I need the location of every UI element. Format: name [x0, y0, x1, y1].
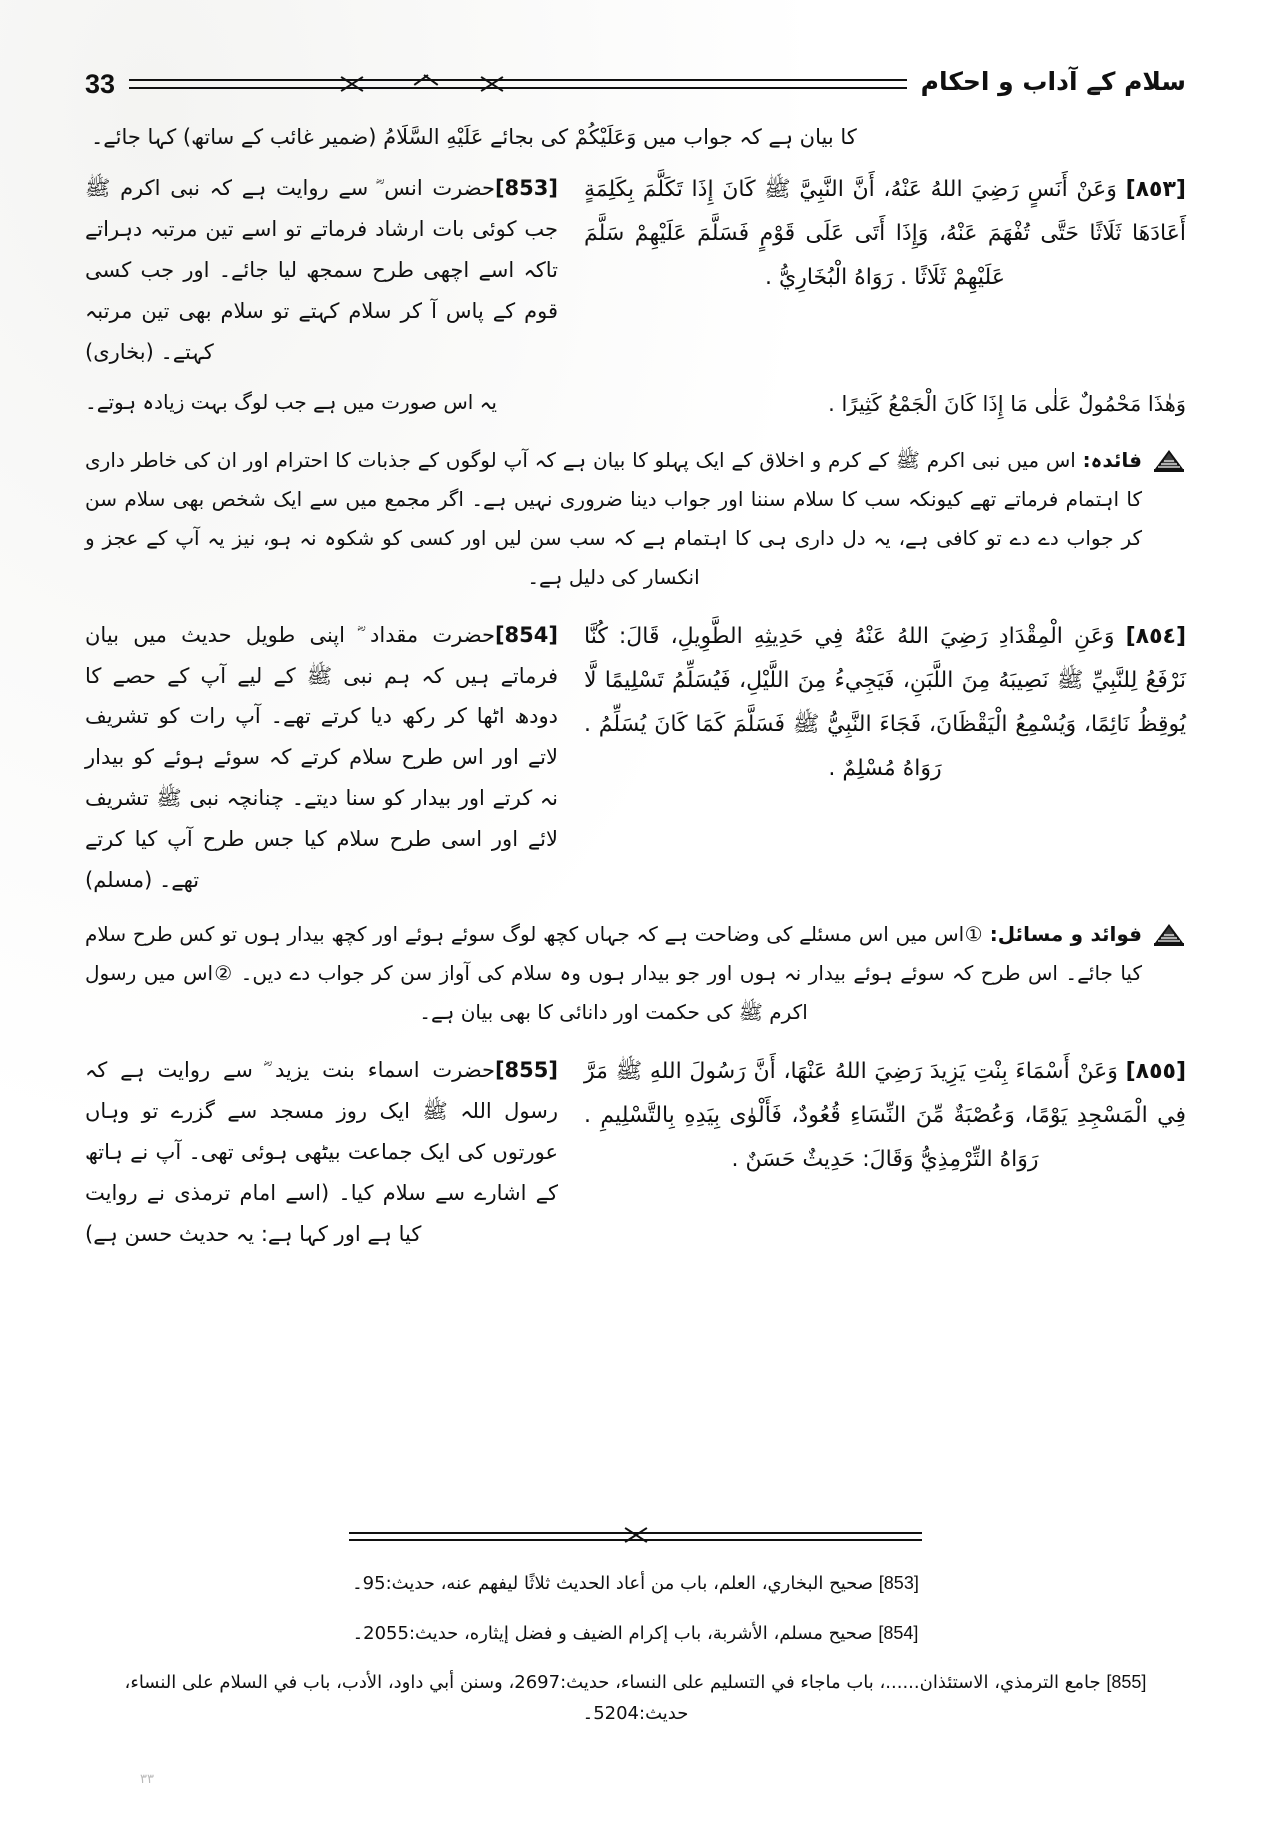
corner-watermark: ٣٣ [140, 1772, 154, 1787]
hadith-arabic-column [584, 168, 1186, 300]
chevron-up-icon [413, 70, 439, 82]
benefit-note-label: فوائد و مسائل: [989, 922, 1142, 947]
page-number: 33 [85, 68, 116, 99]
hadith-urdu-column [85, 615, 558, 902]
hadith-number-arabic: [٨٥٤] [1125, 623, 1186, 649]
commentary-arabic: وَهٰذَا مَحْمُولٌ عَلٰى مَا إِذَا كَانَ الْجَمْعُ كَثِيرًا . [828, 391, 1186, 416]
footnote-separator-rule [349, 1528, 922, 1546]
footnote-number: [855] [1106, 1672, 1147, 1693]
hadith-arabic-column [584, 615, 1186, 791]
benefit-note-label: فائدہ: [1082, 447, 1143, 472]
hadith-number-arabic: [٨٥٥] [1125, 1059, 1186, 1085]
hadith-number-arabic: [٨٥٣] [1125, 176, 1186, 202]
sunrise-book-icon [1152, 447, 1186, 473]
hadith-entry [85, 168, 1186, 373]
sunrise-book-icon [1152, 921, 1186, 947]
hadith-arabic-text: وَعَنْ أَنَسٍ رَضِيَ اللهُ عَنْهُ، أَنَّ النَّبِيَّ ﷺ كَانَ إِذَا تَكَلَّمَ بِكَلِمَةٍ أَعَادَهَا ثَلَاثًا حَتَّى تُفْهَمَ عَنْهُ، وَإِذَا أَتَى عَلَى قَوْمٍ فَسَلَّمَ عَلَيْهِمْ سَلَّمَ عَلَيْهِمْ ثَلَاثًا . رَوَاهُ الْبُخَارِيُّ . [584, 176, 1186, 290]
hadith-arabic-text: وَعَنِ الْمِقْدَادِ رَضِيَ اللهُ عَنْهُ فِي حَدِيثِهِ الطَّوِيلِ، قَالَ: كُنَّا نَرْفَعُ لِلنَّبِيِّ ﷺ نَصِيبَهُ مِنَ اللَّبَنِ، فَيَجِيءُ مِنَ اللَّيْلِ، فَيُسَلِّمُ تَسْلِيمًا لَّا يُوقِظُ نَائِمًا، وَيُسْمِعُ الْيَقْظَانَ، فَجَاءَ النَّبِيُّ ﷺ فَسَلَّمَ كَمَا كَانَ يُسَلِّمُ . رَوَاهُ مُسْلِمٌ . [584, 623, 1186, 781]
hadith-urdu-text: حضرت انس ؓ سے روایت ہے کہ نبی اکرم ﷺ جب کوئی بات ارشاد فرماتے تو اسے تین مرتبہ دہراتے تاکہ اسے اچھی طرح سمجھ لیا جائے۔ اور جب کسی قوم کے پاس آ کر سلام کہتے تو سلام بھی تین مرتبہ کہتے۔ (بخاری) [85, 175, 558, 364]
footnote-text: صحیح مسلم، الأشربة، باب إکرام الضیف و فضل إیثاره، حدیث:2055۔ [352, 1622, 873, 1644]
hadith-arabic-text: وَعَنْ أَسْمَاءَ بِنْتِ يَزِيدَ رَضِيَ اللهُ عَنْهَا، أَنَّ رَسُولَ اللهِ ﷺ مَرَّ فِي الْمَسْجِدِ يَوْمًا، وَعُصْبَةٌ مِّنَ النِّسَاءِ قُعُودٌ، فَأَلْوٰى بِيَدِهِ بِالتَّسْلِيمِ . رَوَاهُ التِّرْمِذِيُّ وَقَالَ: حَدِيثٌ حَسَنٌ . [584, 1059, 1186, 1173]
footnotes-section [85, 1528, 1186, 1747]
footnote-item [85, 1618, 1186, 1650]
benefit-note-text: ①اس میں اس مسئلے کی وضاحت ہے کہ جہاں کچھ لوگ سوئے ہوئے اور کچھ بیدار ہوں تو کس طرح سلام کیا جائے۔ اس طرح کہ سوئے ہوئے بیدار نہ ہوں اور جو بیدار ہوں وہ سلام کی آواز سن کر جواب دے دیں۔ ②اس میں رسول اکرم ﷺ کی حکمت اور دانائی کا بھی بیان ہے۔ [85, 922, 1142, 1025]
hadith-number-urdu: [853] [494, 175, 558, 200]
benefit-note-text: اس میں نبی اکرم ﷺ کے کرم و اخلاق کے ایک پہلو کا بیان ہے کہ آپ لوگوں کے جذبات کا احترام اور ان کی خاطر داری کا اہتمام فرماتے تھے کیونکہ سب کا سلام سننا اور جواب دینا ضروری نہیں ہے۔ اگر مجمع میں سے ایک شخص بھی سلام سن کر جواب دے دے تو کافی ہے، یہ دل داری ہی کا اہتمام ہے کہ سب سن لیں اور کسی کو شکوہ نہ ہو، نیز یہ آپ کے عجز و انکسار کی دلیل ہے۔ [85, 447, 1142, 589]
page-content [85, 118, 1186, 1261]
hadith-arabic-column [584, 1050, 1186, 1182]
footnote-item [85, 1568, 1186, 1600]
hadith-urdu-text: حضرت اسماء بنت یزید ؓ سے روایت ہے کہ رسول اللہ ﷺ ایک روز مسجد سے گزرے تو وہاں عورتوں کی ایک جماعت بیٹھی ہوئی تھی۔ آپ نے ہاتھ کے اشارے سے سلام کیا۔ (اسے امام ترمذی نے روایت کیا ہے اور کہا ہے: یہ حدیث حسن ہے) [85, 1058, 558, 1246]
footnote-number: [854] [878, 1622, 919, 1643]
hadith-urdu-text: حضرت مقداد ؓ اپنی طویل حدیث میں بیان فرماتے ہیں کہ ہم نبی ﷺ کے لیے آپ کے حصے کا دودھ اٹھا کر رکھ دیا کرتے تھے۔ آپ رات کو تشریف لاتے اور اس طرح سلام کرتے کہ سوئے ہوئے کو بیدار نہ کرتے اور بیدار کو سنا دیتے۔ چنانچہ نبی ﷺ تشریف لائے اور اسی طرح سلام کیا جس طرح آپ کیا کرتے تھے۔ (مسلم) [85, 622, 558, 893]
commentary-split-line [85, 383, 1186, 425]
x-mark-icon [339, 73, 365, 95]
footnote-item [85, 1667, 1186, 1729]
benefit-note [85, 441, 1186, 597]
footnote-text: جامع الترمذي، الاستئذان......، باب ماجاء في التسلیم علی النساء، حدیث:2697، وسنن أبي داود، الأدب، باب في السلام علی النساء، حدیث:5204۔ [124, 1672, 1101, 1724]
footnote-number: [853] [878, 1573, 919, 1593]
hadith-urdu-column [85, 1050, 558, 1255]
footnote-text: صحیح البخاري، العلم، باب من أعاد الحدیث ثلاثًا لیفهم عنه، حدیث:95۔ [352, 1573, 874, 1594]
hadith-number-urdu: [854] [494, 622, 558, 647]
header-decorative-rule [129, 73, 907, 95]
commentary-urdu: یہ اس صورت میں ہے جب لوگ بہت زیادہ ہوتے۔ [85, 389, 497, 414]
x-mark-icon [623, 1526, 649, 1548]
hadith-number-urdu: [855] [494, 1058, 558, 1083]
benefit-note-body [85, 441, 1142, 597]
benefit-note [85, 915, 1186, 1032]
benefit-note-body [85, 915, 1142, 1032]
page-header [85, 62, 1186, 106]
page-title: سلام کے آداب و احکام [920, 66, 1186, 96]
intro-line: کا بیان ہے کہ جواب میں وَعَلَيْكُمْ کی بجائے عَلَيْهِ السَّلَامُ (ضمیر غائب کے ساتھ) کہا جائے۔ [91, 125, 857, 149]
hadith-entry [85, 1050, 1186, 1255]
hadith-entry [85, 615, 1186, 902]
x-mark-icon [479, 73, 505, 95]
hadith-urdu-column [85, 168, 558, 373]
